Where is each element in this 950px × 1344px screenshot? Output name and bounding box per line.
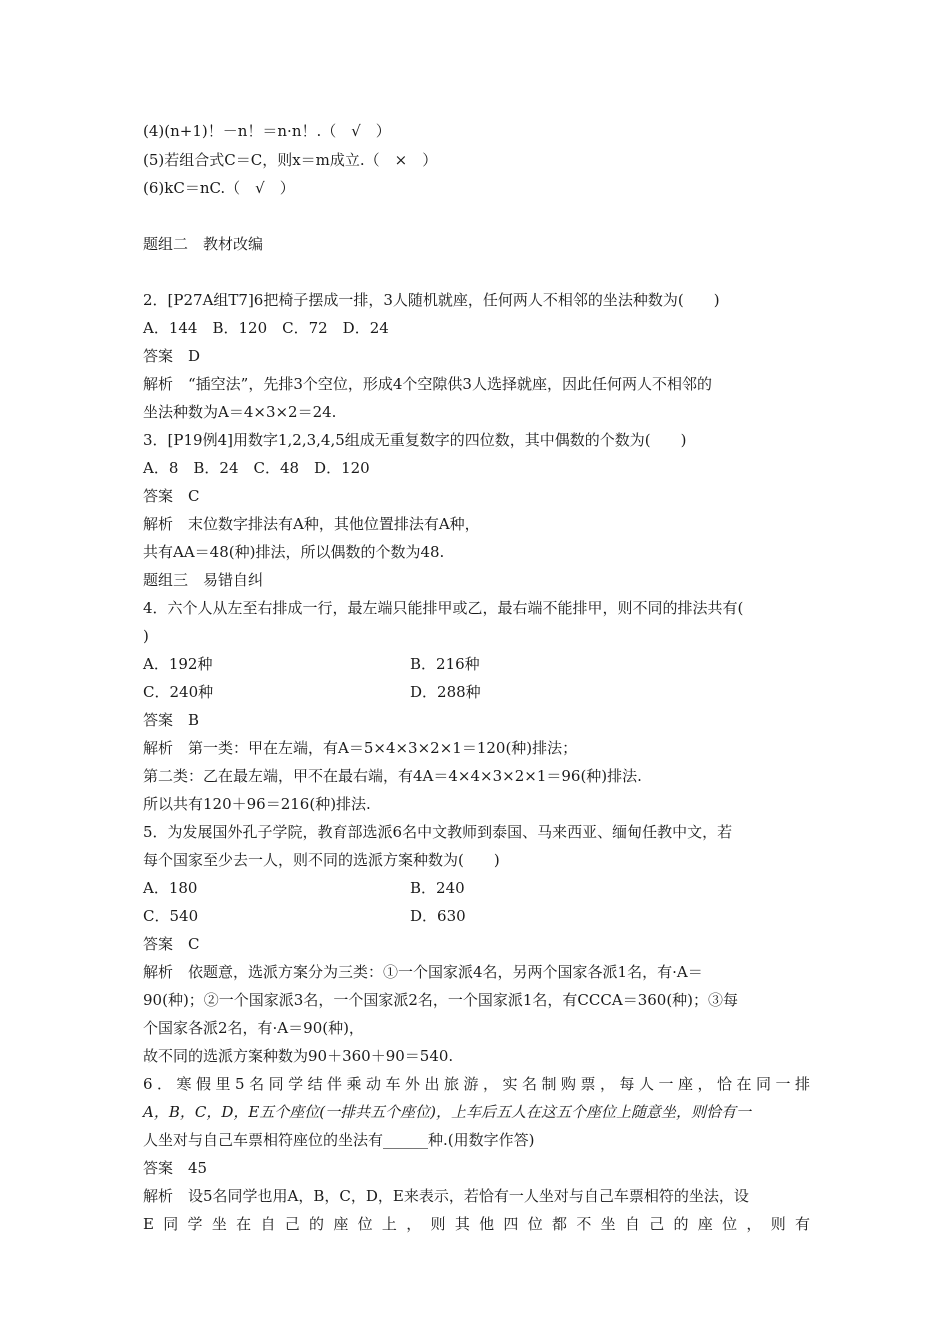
question-5-analysis: 解析 依题意，选派方案分为三类：①一个国家派4名，另两个国家各派1名，有·A＝ [143, 963, 703, 981]
question-2-stem: 2．[P27A组T7]6把椅子摆成一排，3人随机就座，任何两人不相邻的坐法种数为( ) [143, 291, 720, 309]
question-4-analysis-end: 所以共有120＋96＝216(种)排法. [143, 795, 371, 813]
judgment-item-6: (6)kC＝nC.（ √ ） [143, 179, 295, 197]
question-4-option-d: D．288种 [410, 683, 481, 701]
question-2-analysis-cont: 坐法种数为A＝4×3×2＝24. [143, 403, 337, 421]
section-heading-group-2: 题组二 教材改编 [143, 235, 264, 253]
question-5-answer: 答案 C [143, 935, 200, 953]
question-3-analysis-cont: 共有AA＝48(种)排法，所以偶数的个数为48. [143, 543, 445, 561]
question-6-answer: 答案 45 [143, 1159, 208, 1177]
question-4-answer: 答案 B [143, 711, 200, 729]
question-2-answer: 答案 D [143, 347, 201, 365]
judgment-item-4: (4)(n+1)！－n！＝n·n！.（ √ ） [143, 122, 391, 140]
question-2-options: A．144 B．120 C．72 D．24 [143, 319, 389, 337]
judgment-item-5: (5)若组合式C＝C，则x＝m成立.（ × ） [143, 151, 438, 169]
question-3-answer: 答案 C [143, 487, 200, 505]
question-3-options: A．8 B．24 C．48 D．120 [143, 459, 370, 477]
question-4-analysis: 解析 第一类：甲在左端，有A＝5×4×3×2×1＝120(种)排法； [143, 739, 578, 757]
question-6-stem-cont: A，B，C，D，E五个座位(一排共五个座位)，上车后五人在这五个座位上随意坐，则恰有一 [143, 1103, 752, 1121]
question-5-stem: 5．为发展国外孔子学院，教育部选派6名中文教师到泰国、马来西亚、缅甸任教中文，若 [143, 823, 733, 841]
question-3-stem: 3．[P19例4]用数字1,2,3,4,5组成无重复数字的四位数，其中偶数的个数为( ) [143, 431, 687, 449]
question-6-analysis-cont: E同学坐在自己的座位上，则其他四位都不坐自己的座位，则有 [143, 1215, 810, 1233]
question-5-analysis-cont: 90(种)；②一个国家派3名，一个国家派2名，一个国家派1名，有CCCA＝360(种)；③每 [143, 991, 739, 1009]
question-4-option-b: B．216种 [410, 655, 480, 673]
question-5-analysis-cont-2: 个国家各派2名，有·A＝90(种)， [143, 1019, 364, 1037]
question-4-stem: 4．六个人从左至右排成一行，最左端只能排甲或乙，最右端不能排甲，则不同的排法共有( [143, 599, 744, 617]
question-5-option-b: B．240 [410, 879, 465, 897]
question-6-stem-end: 人坐对与自己车票相符座位的坐法有______种.(用数字作答) [143, 1131, 535, 1149]
question-5-option-a: A．180 [143, 879, 198, 897]
section-heading-group-3: 题组三 易错自纠 [143, 571, 264, 589]
question-6-analysis: 解析 设5名同学也用A，B，C，D，E来表示，若恰有一人坐对与自己车票相符的坐法，设 [143, 1187, 749, 1205]
question-4-option-a: A．192种 [143, 655, 213, 673]
question-2-analysis: 解析 “插空法”，先排3个空位，形成4个空隙供3人选择就座，因此任何两人不相邻的 [143, 375, 712, 393]
question-4-option-c: C．240种 [143, 683, 214, 701]
question-5-option-d: D．630 [410, 907, 466, 925]
question-5-analysis-end: 故不同的选派方案种数为90＋360＋90＝540. [143, 1047, 454, 1065]
question-3-analysis: 解析 末位数字排法有A种，其他位置排法有A种， [143, 515, 480, 533]
question-4-analysis-cont: 第二类：乙在最左端，甲不在最右端，有4A＝4×4×3×2×1＝96(种)排法. [143, 767, 642, 785]
question-5-option-c: C．540 [143, 907, 199, 925]
question-6-stem: 6．寒假里5名同学结伴乘动车外出旅游，实名制购票，每人一座，恰在同一排 [143, 1075, 810, 1093]
question-4-stem-cont: ) [143, 627, 149, 645]
question-5-stem-cont: 每个国家至少去一人，则不同的选派方案种数为( ) [143, 851, 500, 869]
